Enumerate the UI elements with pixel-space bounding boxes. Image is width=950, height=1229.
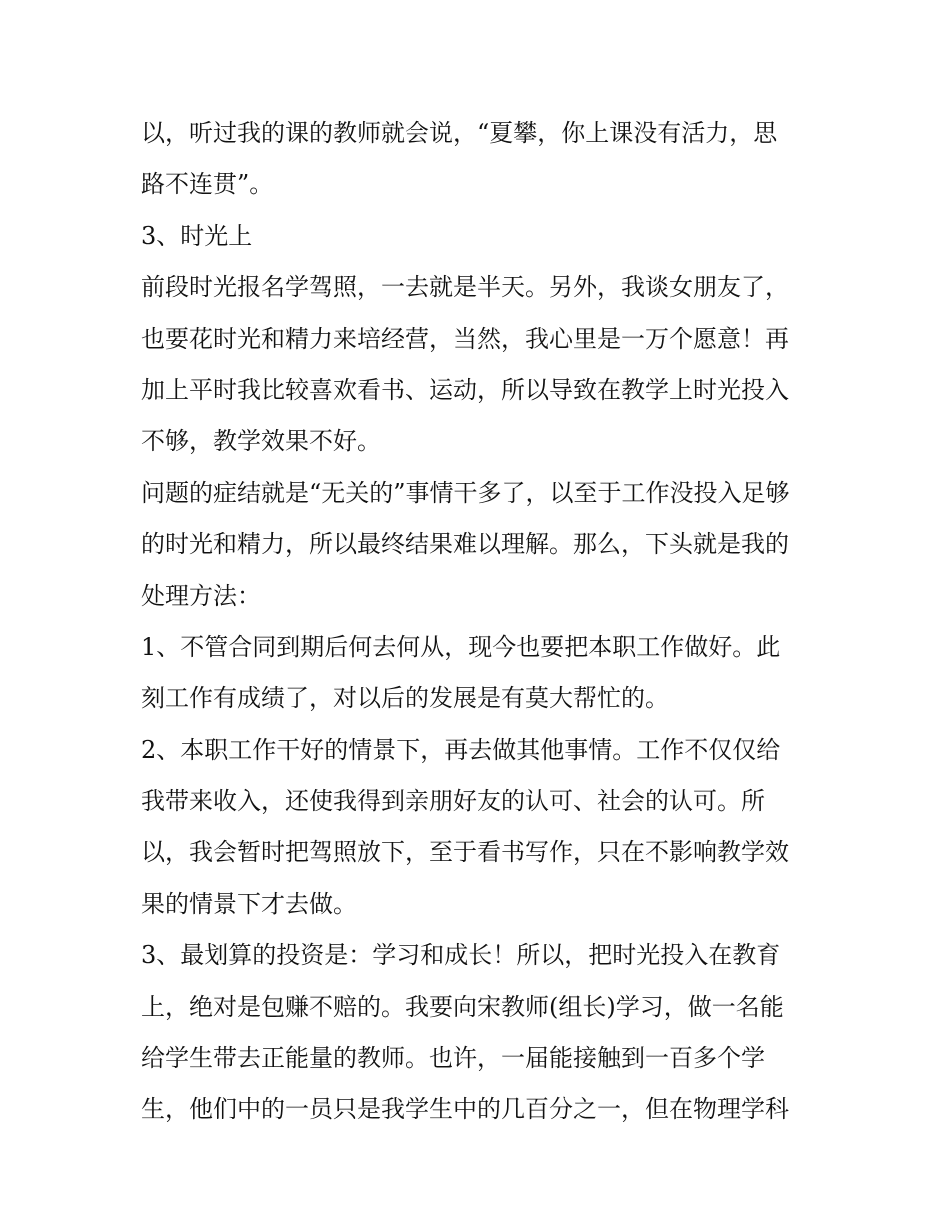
text-line: 生，他们中的一员只是我学生中的几百分之一，但在物理学科 — [141, 1095, 789, 1124]
section-heading: 3、时光上 — [141, 221, 253, 250]
text-line: 问题的症结就是“无关的”事情干多了，以至于工作没投入足够 — [141, 478, 790, 507]
text-line: 果的情景下才去做。 — [141, 889, 357, 918]
text-line: 不够，教学效果不好。 — [141, 427, 381, 456]
text-line: 也要花时光和精力来培经营，当然，我心里是一万个愿意！再 — [141, 324, 789, 353]
text-line: 刻工作有成绩了，对以后的发展是有莫大帮忙的。 — [141, 684, 669, 713]
text-line: 的时光和精力，所以最终结果难以理解。那么，下头就是我的 — [141, 530, 789, 559]
text-line: 加上平时我比较喜欢看书、运动，所以导致在教学上时光投入 — [141, 375, 789, 404]
list-item-3: 3、最划算的投资是：学习和成长！所以，把时光投入在教育 — [141, 941, 781, 970]
text-line: 以，我会暂时把驾照放下，至于看书写作，只在不影响教学效 — [141, 838, 789, 867]
text-line: 我带来收入，还使我得到亲朋好友的认可、社会的认可。所 — [141, 787, 765, 816]
text-line: 处理方法： — [141, 581, 261, 610]
text-line: 路不连贯”。 — [141, 170, 274, 199]
document-body — [141, 108, 821, 1136]
list-item-1: 1、不管合同到期后何去何从，现今也要把本职工作做好。此 — [141, 632, 781, 661]
text-line: 上，绝对是包赚不赔的。我要向宋教师(组长)学习，做一名能 — [141, 992, 784, 1021]
list-item-2: 2、本职工作干好的情景下，再去做其他事情。工作不仅仅给 — [141, 735, 781, 764]
text-line: 以，听过我的课的教师就会说，“夏攀，你上课没有活力，思 — [141, 119, 778, 147]
text-line: 前段时光报名学驾照，一去就是半天。另外，我谈女朋友了， — [141, 273, 789, 302]
text-line: 给学生带去正能量的教师。也许，一届能接触到一百多个学 — [141, 1044, 765, 1073]
